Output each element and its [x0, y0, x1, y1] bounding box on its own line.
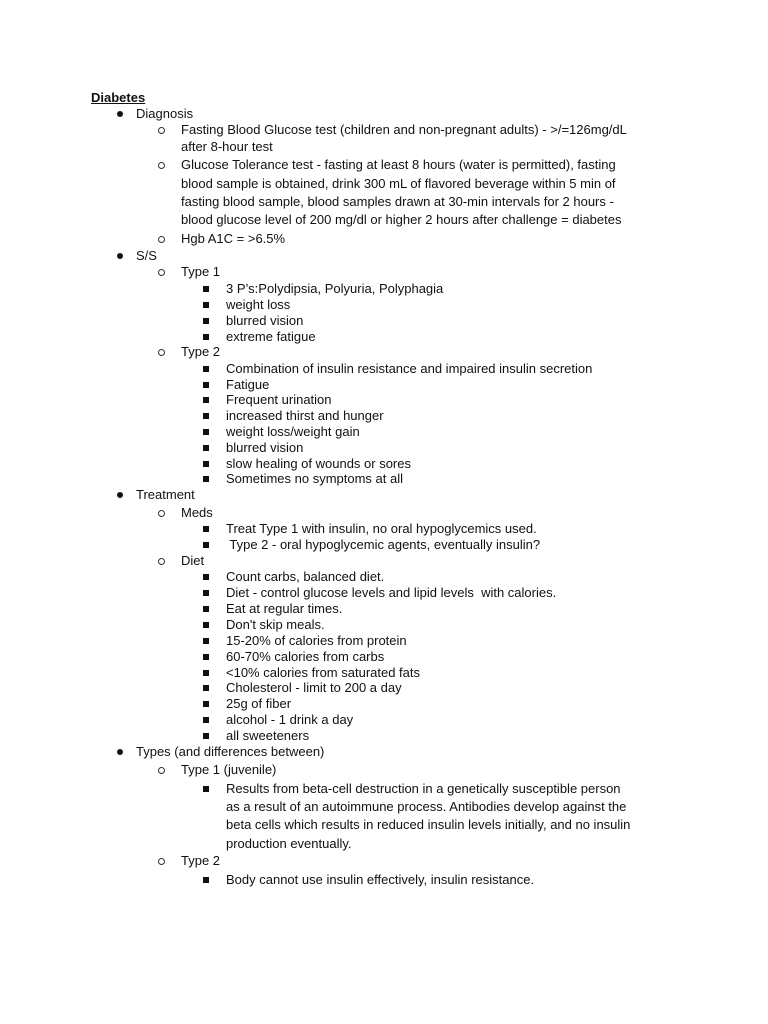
- square-bullet-icon: [203, 717, 209, 723]
- list-item: Diet - control glucose levels and lipid levels with calories.: [226, 585, 557, 600]
- square-bullet-icon: [203, 526, 209, 532]
- subsection-type2: Type 2: [181, 853, 221, 868]
- list-item-continuation: as a result of an autoimmune process. Antibodies develop against the: [226, 799, 627, 814]
- square-bullet-icon: [203, 654, 209, 660]
- list-item: extreme fatigue: [226, 329, 316, 344]
- circle-bullet-icon: [158, 269, 165, 276]
- subsection-type1: Type 1: [181, 264, 221, 279]
- list-item: Results from beta-cell destruction in a genetically susceptible person: [226, 781, 621, 796]
- list-item: Hgb A1C = >6.5%: [181, 231, 286, 246]
- section-heading-diagnosis: Diagnosis: [136, 106, 194, 121]
- list-item: 15-20% of calories from protein: [226, 633, 407, 648]
- list-item-continuation: blood glucose level of 200 mg/dl or higher 2 hours after challenge = diabetes: [181, 212, 622, 227]
- list-item-continuation: blood sample is obtained, drink 300 mL of flavored beverage within 5 min of: [181, 176, 616, 191]
- square-bullet-icon: [203, 461, 209, 467]
- list-item-continuation: beta cells which results in reduced insulin levels initially, and no insulin: [226, 817, 631, 832]
- square-bullet-icon: [203, 286, 209, 292]
- square-bullet-icon: [203, 685, 209, 691]
- list-item: Treat Type 1 with insulin, no oral hypoglycemics used.: [226, 521, 537, 536]
- square-bullet-icon: [203, 670, 209, 676]
- list-item: 3 P’s:Polydipsia, Polyuria, Polyphagia: [226, 281, 444, 296]
- list-item: Body cannot use insulin effectively, insulin resistance.: [226, 872, 535, 887]
- circle-bullet-icon: [158, 558, 165, 565]
- circle-bullet-icon: [158, 236, 165, 243]
- square-bullet-icon: [203, 622, 209, 628]
- list-item: Fatigue: [226, 377, 270, 392]
- square-bullet-icon: [203, 638, 209, 644]
- list-item: increased thirst and hunger: [226, 408, 384, 423]
- circle-bullet-icon: [158, 858, 165, 865]
- disc-bullet-icon: [117, 492, 123, 498]
- square-bullet-icon: [203, 877, 209, 883]
- square-bullet-icon: [203, 318, 209, 324]
- square-bullet-icon: [203, 590, 209, 596]
- list-item: slow healing of wounds or sores: [226, 456, 411, 471]
- section-heading-ss: S/S: [136, 248, 157, 263]
- square-bullet-icon: [203, 606, 209, 612]
- list-item-continuation: production eventually.: [226, 836, 352, 851]
- square-bullet-icon: [203, 476, 209, 482]
- circle-bullet-icon: [158, 349, 165, 356]
- list-item: Sometimes no symptoms at all: [226, 471, 404, 486]
- square-bullet-icon: [203, 413, 209, 419]
- square-bullet-icon: [203, 542, 209, 548]
- disc-bullet-icon: [117, 253, 123, 259]
- circle-bullet-icon: [158, 127, 165, 134]
- list-item: Type 2 - oral hypoglycemic agents, eventually insulin?: [226, 537, 541, 552]
- list-item: Fasting Blood Glucose test (children and non-pregnant adults) - >/=126mg/dL: [181, 122, 627, 137]
- square-bullet-icon: [203, 733, 209, 739]
- subsection-type1-juvenile: Type 1 (juvenile): [181, 762, 277, 777]
- square-bullet-icon: [203, 701, 209, 707]
- list-item: alcohol - 1 drink a day: [226, 712, 354, 727]
- square-bullet-icon: [203, 382, 209, 388]
- list-item-continuation: after 8-hour test: [181, 139, 273, 154]
- square-bullet-icon: [203, 302, 209, 308]
- square-bullet-icon: [203, 445, 209, 451]
- subsection-type2: Type 2: [181, 344, 221, 359]
- square-bullet-icon: [203, 366, 209, 372]
- list-item: <10% calories from saturated fats: [226, 665, 421, 680]
- list-item: weight loss/weight gain: [226, 424, 360, 439]
- list-item: Eat at regular times.: [226, 601, 343, 616]
- disc-bullet-icon: [117, 111, 123, 117]
- list-item: Glucose Tolerance test - fasting at least 8 hours (water is permitted), fasting: [181, 157, 616, 172]
- list-item: blurred vision: [226, 440, 304, 455]
- list-item: Frequent urination: [226, 392, 332, 407]
- list-item: all sweeteners: [226, 728, 310, 743]
- square-bullet-icon: [203, 397, 209, 403]
- subsection-diet: Diet: [181, 553, 205, 568]
- list-item: Count carbs, balanced diet.: [226, 569, 385, 584]
- section-heading-types: Types (and differences between): [136, 744, 325, 759]
- list-item: Combination of insulin resistance and impaired insulin secretion: [226, 361, 593, 376]
- document-title: Diabetes: [91, 90, 146, 105]
- list-item: weight loss: [226, 297, 291, 312]
- list-item: Cholesterol - limit to 200 a day: [226, 680, 402, 695]
- list-item: 60-70% calories from carbs: [226, 649, 385, 664]
- circle-bullet-icon: [158, 510, 165, 517]
- list-item-continuation: fasting blood sample, blood samples drawn at 30-min intervals for 2 hours -: [181, 194, 614, 209]
- list-item: blurred vision: [226, 313, 304, 328]
- square-bullet-icon: [203, 334, 209, 340]
- circle-bullet-icon: [158, 162, 165, 169]
- square-bullet-icon: [203, 429, 209, 435]
- subsection-meds: Meds: [181, 505, 213, 520]
- disc-bullet-icon: [117, 749, 123, 755]
- list-item: Don't skip meals.: [226, 617, 325, 632]
- circle-bullet-icon: [158, 767, 165, 774]
- list-item: 25g of fiber: [226, 696, 292, 711]
- square-bullet-icon: [203, 574, 209, 580]
- section-heading-treatment: Treatment: [136, 487, 195, 502]
- square-bullet-icon: [203, 786, 209, 792]
